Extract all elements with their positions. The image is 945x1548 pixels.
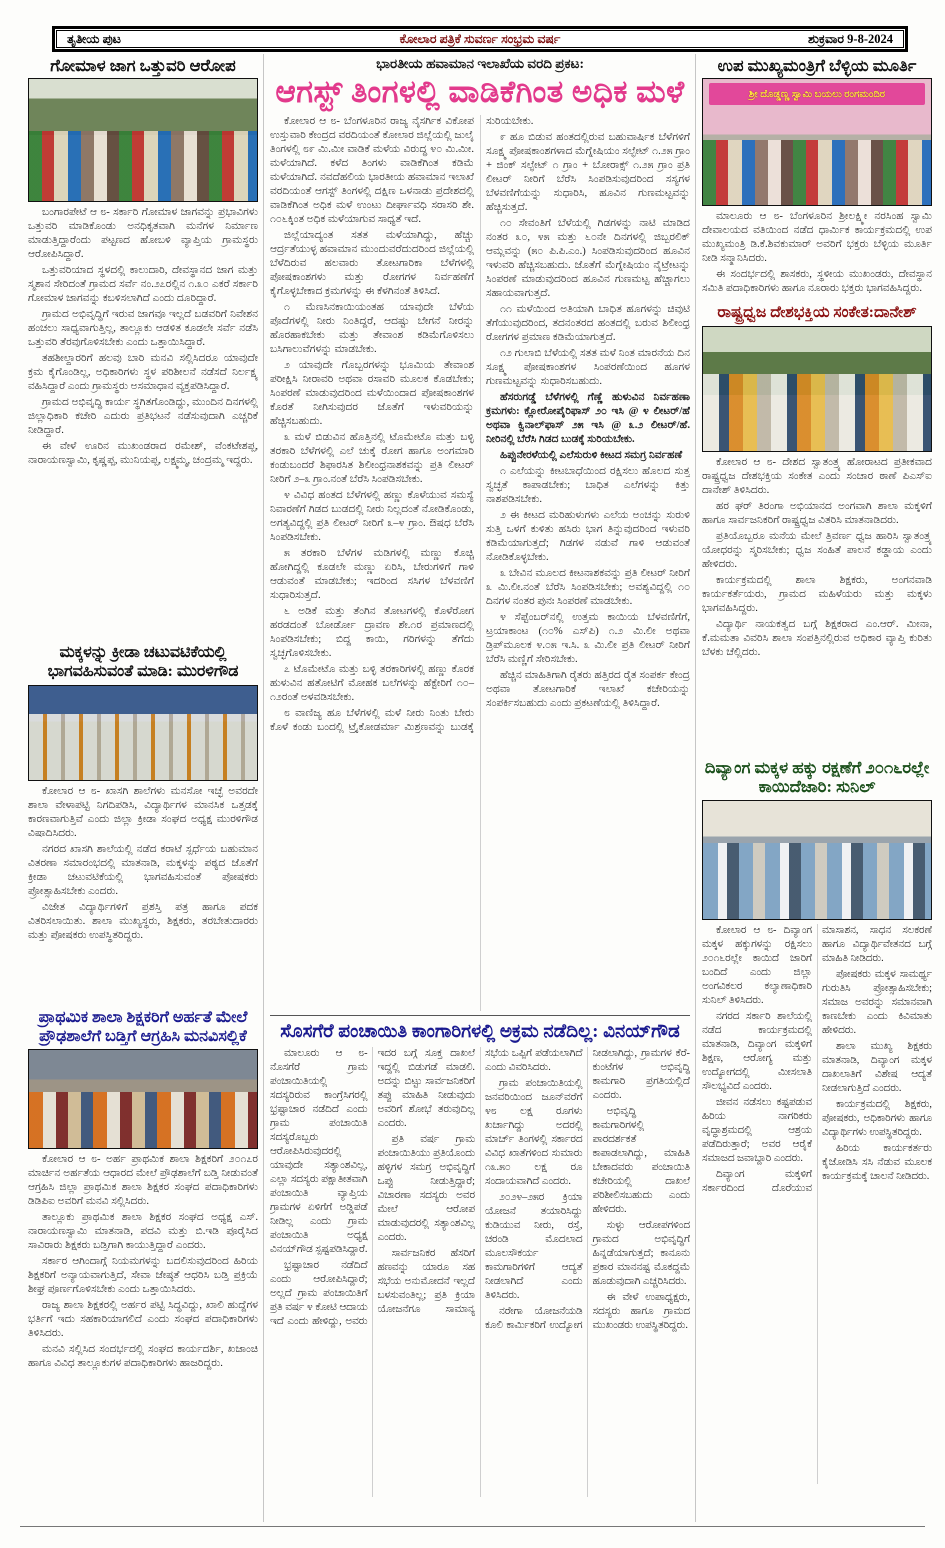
paragraph: ಕೋಲಾರ ಆ ೮- ಖಾಸಗಿ ಶಾಲೆಗಳು ಮನಸೋ ಇಚ್ಛೆ ಅವರದೇ ಶಾಲಾ ವೇಳಾಪಟ್ಟಿ ನಿಗದಿಪಡಿಸಿ, ವಿದ್ಯಾರ್ಥಿಗಳ ಮಾನಸಿಕ ಒತ್ತಡಕ್ಕೆ ಕಾರಣವಾಗುತ್ತಿವೆ ಎಂದು ಜಿಲ್ಲಾ ಕ್ರೀಡಾ ಸಂಘದ ಅಧ್ಯಕ್ಷ ಮುರಳಿಗೌಡ ವಿಷಾದಿಸಿದರು. (28, 785, 258, 839)
paragraph: ಈ ವೇಳೆ ಊರಿನ ಮುಖಂಡರಾದ ರಮೇಶ್, ವೆಂಕಟೇಶಪ್ಪ, ನಾರಾಯಣಸ್ವಾಮಿ, ಕೃಷ್ಣಪ್ಪ, ಮುನಿಯಪ್ಪ, ಲಕ್ಷ್ಮಮ್ಮ, ಚಂದ್ರಮ್ಮ ಇದ್ದರು. (28, 441, 258, 467)
headline-teachers-promotion: ಪ್ರಾಥಮಿಕ ಶಾಲಾ ಶಿಕ್ಷಕರಿಗೆ ಅರ್ಹತೆ ಮೇಲೆ ಪ್ರೌಢಶಾಲೆಗೆ ಬಡ್ತಿಗೆ ಆಗ್ರಹಿಸಿ ಮನವಿಸಲ್ಲಿಕೆ (38, 1008, 248, 1045)
paragraph: ೮ ವಾಣಿಜ್ಯ ಹೂ ಬೆಳೆಗಳಲ್ಲಿ ಮಳೆ ನೀರು ನಿಂತು ಬೇರು ಕೊಳೆ ಕಂಡು ಬಂದಲ್ಲಿ ಟ್ರೈಕೋಡರ್ಮಾ ಮಿಶ್ರಣವನ್ನು ಬುಡಕ್ಕೆ ಸುರಿಯಬೇಕು. (270, 115, 534, 733)
paragraph: ರಾಜ್ಯ ಶಾಲಾ ಶಿಕ್ಷಕರಲ್ಲಿ ಅರ್ಹರ ಪಟ್ಟಿ ಸಿದ್ಧವಿದ್ದು, ಖಾಲಿ ಹುದ್ದೆಗಳ ಭರ್ತಿಗೆ ಇದು ಸಹಕಾರಿಯಾಗಲಿದೆ ಎಂದು ಸಂಘದ ಪದಾಧಿಕಾರಿಗಳು ತಿಳಿಸಿದರು. (28, 1300, 258, 1340)
paragraph: ಪ್ರತಿಯೊಬ್ಬರೂ ಮನೆಯ ಮೇಲೆ ತ್ರಿವರ್ಣ ಧ್ವಜ ಹಾರಿಸಿ ಸ್ವಾತಂತ್ರ್ಯ ಯೋಧರನ್ನು ಸ್ಮರಿಸಬೇಕು; ಧ್ವಜ ಸಂಹಿತೆ ಪಾಲನೆ ಕಡ್ಡಾಯ ಎಂದು ಹೇಳಿದರು. (702, 530, 932, 570)
masthead-date: ಶುಕ್ರವಾರ 9-8-2024 (808, 31, 893, 46)
paragraph: ಕೋಲಾರ ಆ ೮- ದಿವ್ಯಾಂಗ ಮಕ್ಕಳ ಹಕ್ಕುಗಳನ್ನು ರಕ್ಷಿಸಲು ೨೦೧೬ರಲ್ಲೇ ಕಾಯಿದೆ ಜಾರಿಗೆ ಬಂದಿದೆ ಎಂದು ಜಿಲ್ಲಾ ಅಂಗವಿಕಲರ ಕಲ್ಯಾಣಾಧಿಕಾರಿ ಸುನಿಲ್ ತಿಳಿಸಿದರು. (702, 924, 812, 1006)
article-body-flag (702, 456, 932, 756)
headline-panchayat-vinaygowda: ಸೊಸಗೆರೆ ಪಂಚಾಯಿತಿ ಕಾಂಗಾರಿಗಳಲ್ಲಿ ಅಕ್ರಮ ನಡೆದಿಲ್ಲ: ವಿನಯ್‌ಗೌಡ (280, 1021, 680, 1042)
paragraph: ಹೆಚ್ಚಿನ ಮಾಹಿತಿಗಾಗಿ ರೈತರು ಹತ್ತಿರದ ರೈತ ಸಂಪರ್ಕ ಕೇಂದ್ರ ಅಥವಾ ತೋಟಗಾರಿಕೆ ಇಲಾಖೆ ಕಚೇರಿಯನ್ನು ಸಂಪರ್ಕಿಸಬಹುದು ಎಂದು ಪ್ರಕಟಣೆಯಲ್ಲಿ ತಿಳಿಸಿದ್ದಾರೆ. (486, 669, 690, 709)
center-column (270, 54, 690, 1497)
section-divider (270, 1015, 690, 1016)
paragraph: ಅಭಿವೃದ್ಧಿ ಕಾಮಗಾರಿಗಳಲ್ಲಿ ಪಾರದರ್ಶಕತೆ ಕಾಪಾಡಲಾಗಿದ್ದು, ಮಾಹಿತಿ ಬೇಕಾದವರು ಪಂಚಾಯಿತಿ ಕಚೇರಿಯಲ್ಲಿ ದಾಖಲೆ ಪರಿಶೀಲಿಸಬಹುದು ಎಂದು ಹೇಳಿದರು. (592, 1105, 690, 1215)
paragraph: ಮನವಿ ಸಲ್ಲಿಸಿದ ಸಂದರ್ಭದಲ್ಲಿ ಸಂಘದ ಕಾರ್ಯದರ್ಶಿ, ಖಜಾಂಚಿ ಹಾಗೂ ವಿವಿಧ ತಾಲ್ಲೂಕುಗಳ ಪದಾಧಿಕಾರಿಗಳು ಹಾಜರಿದ್ದರು. (28, 1344, 258, 1370)
paragraph: ಸುಳ್ಳು ಆರೋಪಗಳಿಂದ ಗ್ರಾಮದ ಅಭಿವೃದ್ಧಿಗೆ ಹಿನ್ನಡೆಯಾಗುತ್ತದೆ; ಕಾನೂನು ಪ್ರಕಾರ ಮಾನನಷ್ಟ ಮೊಕದ್ದಮೆ ಹೂಡುವುದಾಗಿ ಎಚ್ಚರಿಸಿದರು. (592, 1219, 690, 1287)
article-body-teachers (28, 1153, 258, 1497)
article-body-gomala (28, 206, 258, 642)
paragraph: ಈ ವೇಳೆ ಉಪಾಧ್ಯಕ್ಷರು, ಸದಸ್ಯರು ಹಾಗೂ ಗ್ರಾಮದ ಮುಖಂಡರು ಉಪಸ್ಥಿತರಿದ್ದರು. (592, 1291, 690, 1331)
paragraph: ೨೦೨೪–೨೫ರ ಕ್ರಿಯಾ ಯೋಜನೆ ತಯಾರಿಸಿದ್ದು ಕುಡಿಯುವ ನೀರು, ರಸ್ತೆ, ಚರಂಡಿ ಮೊದಲಾದ ಮೂಲಸೌಕರ್ಯ ಕಾಮಗಾರಿಗಳಿಗೆ ಆದ್ಯತೆ ನೀಡಲಾಗಿದೆ ಎಂದು ತಿಳಿಸಿದರು. (485, 1191, 583, 1301)
paragraph: ಕಾರ್ಯಕ್ರಮದಲ್ಲಿ ಶಾಲಾ ಶಿಕ್ಷಕರು, ಅಂಗನವಾಡಿ ಕಾರ್ಯಕರ್ತೆಯರು, ಗ್ರಾಮದ ಮಹಿಳೆಯರು ಮತ್ತು ಮಕ್ಕಳು ಭಾಗವಹಿಸಿದ್ದರು. (702, 574, 932, 614)
photo-people-row (703, 140, 931, 206)
headline-sports-muraligowda: ಮಕ್ಕಳನ್ನು ಕ್ರೀಡಾ ಚಟುವಟಿಕೆಯಲ್ಲಿ ಭಾಗವಹಿಸುವಂತೆ ಮಾಡಿ: ಮುರಳಿಗೌಡ (47, 644, 239, 681)
photo-banner-text: ಶ್ರೀ ದೊಡ್ಡಣ್ಣ ಸ್ವಾಮಿ ಬಯಲು ರಂಗಮಂದಿರ (709, 83, 925, 105)
paragraph: ಹರ ಘರ್ ತಿರಂಗಾ ಅಭಿಯಾನದ ಅಂಗವಾಗಿ ಶಾಲಾ ಮಕ್ಕಳಿಗೆ ಹಾಗೂ ಸಾರ್ವಜನಿಕರಿಗೆ ರಾಷ್ಟ್ರಧ್ವಜ ವಿತರಿಸಿ ಮಾತನಾಡಿದರು. (702, 500, 932, 526)
paragraph: ಮಾಲೂರು ಆ ೮- ಬೆಂಗಳೂರಿನ ಶ್ರೀಲಕ್ಷ್ಮೀ ನರಸಿಂಹ ಸ್ವಾಮಿ ದೇವಾಲಯದ ವತಿಯಿಂದ ನಡೆದ ಧಾರ್ಮಿಕ ಕಾರ್ಯಕ್ರಮದಲ್ಲಿ ಉಪ ಮುಖ್ಯಮಂತ್ರಿ ಡಿ.ಕೆ.ಶಿವಕುಮಾರ್ ಅವರಿಗೆ ಭಕ್ತರು ಬೆಳ್ಳಿಯ ಮೂರ್ತಿ ನೀಡಿ ಸನ್ಮಾನಿಸಿದರು. (702, 211, 932, 265)
paragraph: ನಗರದ ಖಾಸಗಿ ಶಾಲೆಯಲ್ಲಿ ನಡೆದ ಕರಾಟೆ ಸ್ಪರ್ಧೆಯ ಬಹುಮಾನ ವಿತರಣಾ ಸಮಾರಂಭದಲ್ಲಿ ಮಾತನಾಡಿ, ಮಕ್ಕಳನ್ನು ಪಠ್ಯದ ಜೊತೆಗೆ ಕ್ರೀಡಾ ಚಟುವಟಿಕೆಯಲ್ಲಿ ಭಾಗವಹಿಸುವಂತೆ ಪೋಷಕರು ಪ್ರೋತ್ಸಾಹಿಸಬೇಕು ಎಂದರು. (28, 843, 258, 897)
photo-people-row (29, 1092, 257, 1149)
paragraph: ವಿಜೇತ ವಿದ್ಯಾರ್ಥಿಗಳಿಗೆ ಪ್ರಶಸ್ತಿ ಪತ್ರ ಹಾಗೂ ಪದಕ ವಿತರಿಸಲಾಯಿತು. ಶಾಲಾ ಮುಖ್ಯಸ್ಥರು, ಶಿಕ್ಷಕರು, ತರಬೇತುದಾರರು ಮತ್ತು ಪೋಷಕರು ಉಪಸ್ಥಿತರಿದ್ದರು. (28, 901, 258, 941)
paragraph: ಸರ್ಕಾರ ಆಗಿಂದಾಗ್ಗೆ ನಿಯಮಗಳನ್ನು ಬದಲಿಸುವುದರಿಂದ ಹಿರಿಯ ಶಿಕ್ಷಕರಿಗೆ ಅನ್ಯಾಯವಾಗುತ್ತಿದೆ, ಸೇವಾ ಜೇಷ್ಠತೆ ಆಧರಿಸಿ ಬಡ್ತಿ ಪ್ರಕ್ರಿಯೆ ಶೀಘ್ರ ಪೂರ್ಣಗೊಳಿಸಬೇಕು ಎಂದು ಒತ್ತಾಯಿಸಿದರು. (28, 1256, 258, 1296)
paragraph: ದಿವ್ಯಾಂಗ ಮಕ್ಕಳಿಗೆ ಸರ್ಕಾರದಿಂದ ದೊರೆಯುವ ಮಾಸಾಶನ, ಸಾಧನ ಸಲಕರಣೆ ಹಾಗೂ ವಿದ್ಯಾರ್ಥಿವೇತನದ ಬಗ್ಗೆ ಮಾಹಿತಿ ನೀಡಿದರು. (702, 924, 932, 1194)
paragraph: ಒತ್ತುವರಿಯಾದ ಸ್ಥಳದಲ್ಲಿ ಕಾಲುದಾರಿ, ದೇವಸ್ಥಾನದ ಜಾಗ ಮತ್ತು ಸ್ಮಶಾನ ಸೇರಿದಂತೆ ಗ್ರಾಮದ ಸರ್ವೆ ನಂ.೨೭ರಲ್ಲಿನ ೧.೩೦ ಎಕರೆ ಸರ್ಕಾರಿ ಗೋಮಾಳ ಜಾಗವನ್ನು ಕಬಳಿಸಲಾಗಿದೆ ಎಂದು ದೂರಿದ್ದಾರೆ. (28, 265, 258, 305)
paragraph: ಈ ಸಂದರ್ಭದಲ್ಲಿ ಶಾಸಕರು, ಸ್ಥಳೀಯ ಮುಖಂಡರು, ದೇವಸ್ಥಾನ ಸಮಿತಿ ಪದಾಧಿಕಾರಿಗಳು ಹಾಗೂ ನೂರಾರು ಭಕ್ತರು ಭಾಗವಹಿಸಿದ್ದರು. (702, 269, 932, 295)
masthead (52, 26, 908, 52)
paragraph: ೪ ಸೆಪ್ಟೆಂಬರ್‌ನಲ್ಲಿ ಉತ್ತಮ ಕಾಯಿಯ ಬೆಳವಣಿಗೆಗೆ, ಟ್ರಯಾಕಾಂಟ (೧೦% ಎಸ್‌ಪಿ) ೧.೨ ಮಿ.ಲೀ ಅಥವಾ ಡ್ರಿಪ್‌ಮೂಲಕ ೪.೦೫ ಇ.ಸಿ. ೩ ಮಿ.ಲೀ ಪ್ರತಿ ಲೀಟರ್ ನೀರಿಗೆ ಬೆರೆಸಿ ಮಣ್ಣಿಗೆ ಸೇರಿಸಬೇಕು. (486, 611, 690, 665)
paragraph: ತಾಲ್ಲೂಕು ಪ್ರಾಥಮಿಕ ಶಾಲಾ ಶಿಕ್ಷಕರ ಸಂಘದ ಅಧ್ಯಕ್ಷ ಎಸ್. ನಾರಾಯಣಸ್ವಾಮಿ ಮಾತನಾಡಿ, ಪದವಿ ಮತ್ತು ಬಿ.ಇಡಿ ಪೂರೈಸಿದ ಸಾವಿರಾರು ಶಿಕ್ಷಕರು ಬಡ್ತಿಗಾಗಿ ಕಾಯುತ್ತಿದ್ದಾರೆ ಎಂದರು. (28, 1212, 258, 1252)
paragraph: ಶಾಲಾ ಮುಖ್ಯ ಶಿಕ್ಷಕರು ಮಾತನಾಡಿ, ದಿವ್ಯಾಂಗ ಮಕ್ಕಳ ದಾಖಲಾತಿಗೆ ವಿಶೇಷ ಆದ್ಯತೆ ನೀಡಲಾಗುತ್ತಿದೆ ಎಂದರು. (822, 1040, 932, 1094)
paragraph: ೧ ಎಲೆಯನ್ನು ಕೀಟಬಾಧೆಯಿಂದ ರಕ್ಷಿಸಲು ಹೊಲದ ಸುತ್ತ ಸ್ವಚ್ಛತೆ ಕಾಪಾಡಬೇಕು; ಬಾಧಿತ ಎಲೆಗಳನ್ನು ಕಿತ್ತು ನಾಶಪಡಿಸಬೇಕು. (486, 465, 690, 505)
paragraph: ಹೆಸರುಗಡ್ಡೆ ಬೆಳೆಗಳಲ್ಲಿ ಗೆಣ್ಣೆ ಹುಳುವಿನ ನಿರ್ವಹಣಾ ಕ್ರಮಗಳು: ಕ್ಲೋರೋಪೈರಿಫಾಸ್ ೨೦ ಇಸಿ @ ೪ ಲೀಟರ್/ಹೆ ಅಥವಾ ಕ್ವಿನಾಲ್‌ಫಾಸ್ ೨೫ ಇಸಿ @ ೩.೨ ಲೀಟರ್/ಹೆ. ನೀರಿನಲ್ಲಿ ಬೆರೆಸಿ ಗಿಡದ ಬುಡಕ್ಕೆ ಸುರಿಯಬೇಕು. (486, 391, 690, 445)
article-body-panchayat (270, 1047, 690, 1497)
paragraph: ಜಿಲ್ಲೆಯಾದ್ಯಂತ ಸತತ ಮಳೆಯಾಗಿದ್ದು, ಹೆಚ್ಚು ಆರ್ದ್ರತೆಯುಳ್ಳ ಹವಾಮಾನ ಮುಂದುವರೆದುದರಿಂದ ಜಿಲ್ಲೆಯಲ್ಲಿ ಬೆಳೆದಿರುವ ಹಲವಾರು ತೋಟಗಾರಿಕಾ ಬೆಳೆಗಳಲ್ಲಿ ಪೋಷಕಾಂಶಗಳು ಮತ್ತು ರೋಗಗಳ ನಿರ್ವಹಣೆಗೆ ಕೈಗೊಳ್ಳಬೇಕಾದ ಕ್ರಮಗಳನ್ನು ಈ ಕೆಳಗಿನಂತೆ ತಿಳಿಸಿದೆ. (270, 229, 474, 297)
masthead-inner (56, 30, 904, 48)
paragraph: ಹಿರಿಯ ಕಾರ್ಯಕರ್ತರು ಕೈಜೋಡಿಸಿ ಸಸಿ ನೆಡುವ ಮೂಲಕ ಕಾರ್ಯಕ್ರಮಕ್ಕೆ ಚಾಲನೆ ನೀಡಿದರು. (822, 1142, 932, 1182)
paragraph: ೩ ಬೇವಿನ ಮೂಲದ ಕೀಟನಾಶಕವನ್ನು ಪ್ರತಿ ಲೀಟರ್ ನೀರಿಗೆ ೩ ಮಿ.ಲೀ.ನಂತೆ ಬೆರೆಸಿ ಸಿಂಪಡಿಸಬೇಕು; ಅವಶ್ಯವಿದ್ದಲ್ಲಿ ೧೦ ದಿನಗಳ ನಂತರ ಪುನಃ ಸಿಂಪರಣೆ ಮಾಡಬೇಕು. (486, 567, 690, 607)
right-column (702, 54, 932, 1484)
article-body-dcm (702, 210, 932, 302)
paragraph: ಕೋಲಾರ ಆ ೮- ಬೆಂಗಳೂರಿನ ರಾಜ್ಯ ನೈಸರ್ಗಿಕ ವಿಕೋಪ ಉಸ್ತುವಾರಿ ಕೇಂದ್ರದ ವರದಿಯಂತೆ ಕೋಲಾರ ಜಿಲ್ಲೆಯಲ್ಲಿ ಜುಲೈ ತಿಂಗಳಲ್ಲಿ ೮೯ ಮಿ.ಮೀ ವಾಡಿಕೆ ಮಳೆಯ ವಿರುದ್ಧ ೪೦ ಮಿ.ಮೀ. ಮಳೆಯಾಗಿದೆ. ಕಳೆದ ತಿಂಗಳು ವಾಡಿಕೆಗಿಂತ ಕಡಿಮೆ ಮಳೆಯಾಗಿದೆ. ನವದೆಹಲಿಯ ಭಾರತೀಯ ಹವಾಮಾನ ಇಲಾಖೆ ವರದಿಯಂತೆ ಆಗಸ್ಟ್ ತಿಂಗಳಲ್ಲಿ ದಕ್ಷಿಣ ಒಳನಾಡು ಪ್ರದೇಶದಲ್ಲಿ ವಾಡಿಕೆಗಿಂತ ಅಧಿಕ ಮಳೆ ಉಂಟು ದೀರ್ಘಾವಧಿ ಸರಾಸರಿ ಶೇ. ೧೦೬ಕ್ಕಿಂತ ಅಧಿಕ ಮಳೆಯಾಗುವ ಸಾಧ್ಯತೆ ಇದೆ. (270, 115, 474, 225)
paragraph: ಭ್ರಷ್ಟಾಚಾರ ನಡೆದಿದೆ ಎಂದು ಆರೋಪಿಸಿದ್ದಾರೆ; ಅಲ್ಲದೆ ಗ್ರಾಮ ಪಂಚಾಯಿತಿಗೆ ಪ್ರತಿ ವರ್ಷ ೪ ಕೋಟಿ ಆದಾಯ ಇದೆ ಎಂದು ಹೇಳಿದ್ದು, ಅವರು ಇದರ ಬಗ್ಗೆ ಸೂಕ್ತ ದಾಖಲೆ ಇದ್ದಲ್ಲಿ ಬಿಡುಗಡೆ ಮಾಡಲಿ. ಅದನ್ನು ಬಿಟ್ಟು ಸಾರ್ವಜನಿಕರಿಗೆ ತಪ್ಪು ಮಾಹಿತಿ ನೀಡುವುದು ಅವರಿಗೆ ಶೋಭೆ ತರುವುದಿಲ್ಲ ಎಂದರು. (270, 1047, 475, 1327)
paragraph: ೨ ಯಾವುದೇ ಗೊಬ್ಬರಗಳನ್ನು ಭೂಮಿಯ ತೇವಾಂಶ ಪರೀಕ್ಷಿಸಿ ನೀರಾವರಿ ಅಥವಾ ರಸಾವರಿ ಮೂಲಕ ಕೊಡಬೇಕು; ಸಿಂಪರಣೆ ಮಾಡುವುದರಿಂದ ಮಳೆಯಿಂದಾದ ಪೋಷಕಾಂಶಗಳ ಕೊರತೆ ನೀಗಿಸುವುದರ ಜೊತೆಗೆ ಇಳುವರಿಯನ್ನು ಹೆಚ್ಚಿಸಬಹುದು. (270, 359, 474, 427)
column-divider-right (695, 54, 696, 1522)
paragraph: ಕೋಲಾರ ಆ ೮- ಅರ್ಹ ಪ್ರಾಥಮಿಕ ಶಾಲಾ ಶಿಕ್ಷಕರಿಗೆ ೨೦೧೭ರ ಮಾರ್ಚಿನ ಅರ್ಹತೆಯ ಆಧಾರದ ಮೇಲೆ ಪ್ರೌಢಶಾಲೆಗೆ ಬಡ್ತಿ ನೀಡುವಂತೆ ಆಗ್ರಹಿಸಿ ಜಿಲ್ಲಾ ಪ್ರಾಥಮಿಕ ಶಾಲಾ ಶಿಕ್ಷಕರ ಸಂಘದ ಪದಾಧಿಕಾರಿಗಳು ಡಿಡಿಪಿಐ ಅವರಿಗೆ ಮನವಿ ಸಲ್ಲಿಸಿದರು. (28, 1154, 258, 1208)
paragraph: ೯ ಹೂ ಬಿಡುವ ಹಂತದಲ್ಲಿರುವ ಬಹುವಾರ್ಷಿಕ ಬೆಳೆಗಳಿಗೆ ಸೂಕ್ಷ್ಮ ಪೋಷಕಾಂಶಗಳಾದ ಮೆಗ್ನೇಷಿಯಂ ಸಲ್ಫೇಟ್ ೧.೨೫ ಗ್ರಾಂ + ಜಿಂಕ್ ಸಲ್ಫೇಟ್ ೧ ಗ್ರಾಂ + ಬೋರಾಕ್ಸ್ ೧.೨೫ ಗ್ರಾಂ ಪ್ರತಿ ಲೀಟರ್ ನೀರಿಗೆ ಬೆರೆಸಿ ಸಿಂಪಡಿಸುವುದರಿಂದ ಸಸ್ಯಗಳ ಬೆಳವಣಿಗೆಯನ್ನು ಸುಧಾರಿಸಿ, ಹೂವಿನ ಗುಣಮಟ್ಟವನ್ನು ಹೆಚ್ಚಿಸುತ್ತದೆ. (486, 131, 690, 213)
photo-teachers-memorandum (28, 1049, 258, 1149)
article-body-weather (270, 115, 690, 1011)
photo-dcm-felicitation (702, 78, 932, 206)
paragraph: ೧ ಮೆಣಸಿನಕಾಯಿಯಂತಹ ಯಾವುದೇ ಬೆಳೆಯ ಪೊದೆಗಳಲ್ಲಿ ನೀರು ನಿಂತಿದ್ದರೆ, ಆದಷ್ಟು ಬೇಗನೆ ನೀರನ್ನು ಹೊರಹಾಕಬೇಕು ಮತ್ತು ತೇವಾಂಶ ಕಡಿಮೆಗೊಳಿಸಲು ಬಸಿಗಾಲುವೆಗಳನ್ನು ಮಾಡಬೇಕು. (270, 301, 474, 355)
page-bottom-rule (20, 1526, 925, 1527)
paragraph: ತಹಶೀಲ್ದಾರರಿಗೆ ಹಲವು ಬಾರಿ ಮನವಿ ಸಲ್ಲಿಸಿದರೂ ಯಾವುದೇ ಕ್ರಮ ಕೈಗೊಂಡಿಲ್ಲ, ಅಧಿಕಾರಿಗಳು ಸ್ಥಳ ಪರಿಶೀಲನೆ ನಡೆಸದೆ ನಿರ್ಲಕ್ಷ್ಯ ವಹಿಸಿದ್ದಾರೆ ಎಂದು ಗ್ರಾಮಸ್ಥರು ಅಸಮಾಧಾನ ವ್ಯಕ್ತಪಡಿಸಿದ್ದಾರೆ. (28, 353, 258, 393)
article-body-sports (28, 785, 258, 1007)
headline-august-rainfall: ಆಗಸ್ಟ್ ತಿಂಗಳಲ್ಲಿ ವಾಡಿಕೆಗಿಂತ ಅಧಿಕ ಮಳೆ (275, 74, 685, 109)
masthead-title: ಕೋಲಾರ ಪತ್ರಿಕೆ ಸುವರ್ಣ ಸಂಭ್ರಮ ವರ್ಷ (399, 31, 561, 46)
paragraph: ಗ್ರಾಮದ ಅಭಿವೃದ್ಧಿಗೆ ಇರುವ ಜಾಗವೂ ಇಲ್ಲದೆ ಬಡವರಿಗೆ ನಿವೇಶನ ಹಂಚಲು ಸಾಧ್ಯವಾಗುತ್ತಿಲ್ಲ, ತಾಲ್ಲೂಕು ಆಡಳಿತ ಕೂಡಲೇ ಸರ್ವೆ ನಡೆಸಿ ಒತ್ತುವರಿ ತೆರವುಗೊಳಿಸಬೇಕು ಎಂದು ಒತ್ತಾಯಿಸಿದ್ದಾರೆ. (28, 309, 258, 349)
article-body-divyang (702, 924, 932, 1484)
paragraph: ನಗರದ ಸರ್ಕಾರಿ ಶಾಲೆಯಲ್ಲಿ ನಡೆದ ಕಾರ್ಯಕ್ರಮದಲ್ಲಿ ಮಾತನಾಡಿ, ದಿವ್ಯಾಂಗ ಮಕ್ಕಳಿಗೆ ಶಿಕ್ಷಣ, ಆರೋಗ್ಯ ಮತ್ತು ಉದ್ಯೋಗದಲ್ಲಿ ಮೀಸಲಾತಿ ಸೌಲಭ್ಯವಿದೆ ಎಂದರು. (702, 1010, 812, 1092)
photo-people-row (703, 843, 931, 919)
photo-people-row (703, 374, 931, 451)
paragraph: ಜೀವನ ನಡೆಸಲು ಕಷ್ಟಪಡುವ ಹಿರಿಯ ನಾಗರಿಕರು ವೃದ್ಧಾಶ್ರಮದಲ್ಲಿ ಆಶ್ರಯ ಪಡೆದಿರುತ್ತಾರೆ; ಅವರ ಆರೈಕೆ ಸಮಾಜದ ಜವಾಬ್ದಾರಿ ಎಂದರು. (702, 1096, 812, 1164)
paragraph: ೭ ಟೊಮೇಟೊ ಮತ್ತು ಬಳ್ಳಿ ತರಕಾರಿಗಳಲ್ಲಿ ಹಣ್ಣು ಕೊರಕ ಹುಳುವಿನ ಹತೋಟಿಗೆ ಮೋಹಕ ಬಲೆಗಳನ್ನು ಹೆಕ್ಟೇರಿಗೆ ೧೦–೧೨ರಂತೆ ಅಳವಡಿಸಬೇಕು. (270, 663, 474, 703)
photo-karate-awards (28, 685, 258, 781)
paragraph: ೫ ತರಕಾರಿ ಬೆಳೆಗಳ ಮಡಿಗಳಲ್ಲಿ ಮಣ್ಣು ಕೊಚ್ಚಿ ಹೋಗಿದ್ದಲ್ಲಿ ಕೂಡಲೇ ಮಣ್ಣು ಏರಿಸಿ, ಬೇರುಗಳಿಗೆ ಗಾಳಿ ಆಡುವಂತೆ ಮಾಡಬೇಕು; ಇದರಿಂದ ಸಸಿಗಳ ಬೆಳವಣಿಗೆ ಸುಧಾರಿಸುತ್ತದೆ. (270, 547, 474, 601)
paragraph: ಪೋಷಕರು ಮಕ್ಕಳ ಸಾಮರ್ಥ್ಯ ಗುರುತಿಸಿ ಪ್ರೋತ್ಸಾಹಿಸಬೇಕು; ಸಮಾಜ ಅವರನ್ನು ಸಮಾನವಾಗಿ ಕಾಣಬೇಕು ಎಂದು ಕಿವಿಮಾತು ಹೇಳಿದರು. (822, 968, 932, 1036)
paragraph: ೧೦ ಸೇವಂತಿಗೆ ಬೆಳೆಯಲ್ಲಿ ಗಿಡಗಳನ್ನು ನಾಟಿ ಮಾಡಿದ ನಂತರ ೩೦, ೪೫ ಮತ್ತು ೬೦ನೇ ದಿನಗಳಲ್ಲಿ ಜಿಬ್ಬರಲಿಕ್ ಆಮ್ಲವನ್ನು (೫೦ ಪಿ.ಪಿ.ಎಂ.) ಸಿಂಪಡಿಸುವುದರಿಂದ ಹೂವಿನ ಇಳುವರಿ ಹೆಚ್ಚಿಸಬಹುದು. ಜೊತೆಗೆ ಮೆಗ್ನೇಷಿಯಂ ನೈಟ್ರೇಟನ್ನು ಸಿಂಪರಣೆ ಮಾಡುವುದರಿಂದ ಹೂವಿನ ಗುಣಮಟ್ಟ ಹೆಚ್ಚಾಗಲು ಸಹಾಯವಾಗುತ್ತದೆ. (486, 217, 690, 299)
paragraph: ಗ್ರಾಮದ ಅಭಿವೃದ್ಧಿ ಕಾರ್ಯ ಸ್ಥಗಿತಗೊಂಡಿದ್ದು, ಮುಂದಿನ ದಿನಗಳಲ್ಲಿ ಜಿಲ್ಲಾಧಿಕಾರಿ ಕಚೇರಿ ಎದುರು ಪ್ರತಿಭಟನೆ ನಡೆಸುವುದಾಗಿ ಎಚ್ಚರಿಕೆ ನೀಡಿದ್ದಾರೆ. (28, 397, 258, 437)
masthead-page-label: ತೃತೀಯ ಪುಟ (67, 31, 121, 46)
photo-people-row (29, 714, 257, 780)
paragraph: ವಿದ್ಯಾರ್ಥಿ ನಾಯಕತ್ವದ ಬಗ್ಗೆ ಶಿಕ್ಷಕರಾದ ಎಂ.ಆರ್. ಮೀನಾ, ಕೆ.ಮಮತಾ ವಿವರಿಸಿ ಶಾಲಾ ಸಂಪತ್ತಿನಲ್ಲಿರುವ ಅಧಿಕಾರ ವ್ಯಾಪ್ತಿ ಕುರಿತು ಬೆಳಕು ಚೆಲ್ಲಿದರು. (702, 618, 932, 658)
photo-divyang-programme (702, 800, 932, 920)
headline-dcm-silver-idol: ಉಪ ಮುಖ್ಯಮಂತ್ರಿಗೆ ಬೆಳ್ಳಿಯ ಮೂರ್ತಿ (717, 56, 917, 75)
paragraph: ೧೨ ಗುಲಾಬಿ ಬೆಳೆಯಲ್ಲಿ ಸತತ ಮಳೆ ನಿಂತ ಮಾರನೆಯ ದಿನ ಸೂಕ್ಷ್ಮ ಪೋಷಕಾಂಶಗಳ ಸಿಂಪರಣೆಯಿಂದ ಹೂಗಳ ಗುಣಮಟ್ಟವನ್ನು ಸುಧಾರಿಸಬಹುದು. (486, 347, 690, 387)
headline-flag-danesh: ರಾಷ್ಟ್ರಧ್ವಜ ದೇಶಭಕ್ತಿಯ ಸಂಕೇತ:ದಾನೇಶ್ (717, 304, 917, 322)
paragraph: ಗ್ರಾಮ ಪಂಚಾಯಿತಿಯಲ್ಲಿ ಜನವರಿಯಿಂದ ಜೂನ್‌ವರೆಗೆ ೪೮ ಲಕ್ಷ ರೂಗಳು ಖರ್ಚಾಗಿದ್ದು ಅದರಲ್ಲಿ ಮಾರ್ಚ್ ತಿಂಗಳಲ್ಲಿ ಸರ್ಕಾರದ ವಿವಿಧ ಖಾತೆಗಳಿಂದ ಸುಮಾರು ೧೩.೫೦ ಲಕ್ಷ ರೂ ಸಂದಾಯವಾಗಿದೆ ಎಂದರು. (485, 1077, 583, 1187)
paragraph: ಪ್ರತಿ ವರ್ಷ ಗ್ರಾಮ ಪಂಚಾಯಿತಿಯು ಪ್ರತಿಯೊಂದು ಹಳ್ಳಿಗಳ ಸಮಗ್ರ ಅಭಿವೃದ್ಧಿಗೆ ಒಪ್ಪು ನೀಡುತ್ತಿದ್ದಾರೆ; ವಿಚಾರಣಾ ಸದಸ್ಯರು ಅವರ ಮೇಲೆ ಆರೋಪ ಮಾಡುವುದರಲ್ಲಿ ಸತ್ಯಾಂಶವಿಲ್ಲ ಎಂದರು. (377, 1133, 475, 1243)
paragraph: ಮಾಲೂರು ಆ ೮- ನೊಸಗೆರೆ ಗ್ರಾಮ ಪಂಚಾಯಿತಿಯಲ್ಲಿ ಸದಸ್ಯರಿರುವ ಕಾಂಗ್ರೆಸಿಗರಲ್ಲಿ ಭ್ರಷ್ಟಾಚಾರ ನಡೆದಿದೆ ಎಂದು ಗ್ರಾಮ ಪಂಚಾಯಿತಿ ಸದಸ್ಯರೊಬ್ಬರು ಆರೋಪಿಸಿರುವುದರಲ್ಲಿ ಯಾವುದೇ ಸತ್ಯಾಂಶವಿಲ್ಲ, ಎಲ್ಲಾ ಸದಸ್ಯರು ಪಕ್ಷಾತೀತವಾಗಿ ಪಂಚಾಯಿತಿ ವ್ಯಾಪ್ತಿಯ ಗ್ರಾಮಗಳ ಏಳಿಗೆಗೆ ಅಡ್ಡಿಪಡೆ ನೀಡಿಲ್ಲ ಎಂದು ಗ್ರಾಮ ಪಂಚಾಯಿತಿ ಅಧ್ಯಕ್ಷ ವಿನಯ್‌ಗೌಡ ಸ್ಪಷ್ಟಪಡಿಸಿದ್ದಾರೆ. (270, 1047, 368, 1255)
photo-gomala-field (28, 78, 258, 202)
paragraph: ೬ ಅಡಿಕೆ ಮತ್ತು ತೆಂಗಿನ ತೋಟಗಳಲ್ಲಿ ಕೊಳೆರೋಗ ಹರಡದಂತೆ ಬೋರ್ಡೋ ದ್ರಾವಣ ಶೇ.೧ರ ಪ್ರಮಾಣದಲ್ಲಿ ಸಿಂಪಡಿಸಬೇಕು; ಬಿದ್ದ ಕಾಯಿ, ಗರಿಗಳನ್ನು ತೆಗೆದು ಸ್ವಚ್ಛಗೊಳಿಸಬೇಕು. (270, 605, 474, 659)
paragraph: ಸಾರ್ವಜನಿಕರ ಹೆಸರಿಗೆ ಹಣವನ್ನು ಯಾರೂ ಸಹ ಸಭೆಯ ಅನುಮೋದನೆ ಇಲ್ಲದೆ ಬಳಸುವಂತಿಲ್ಲ; ಪ್ರತಿ ಕ್ರಿಯಾ ಯೋಜನೆಗೂ ಸಾಮಾನ್ಯ ಸಭೆಯ ಒಪ್ಪಿಗೆ ಪಡೆಯಲಾಗಿದೆ ಎಂದು ವಿವರಿಸಿದರು. (377, 1047, 583, 1315)
paragraph: ಹಿಪ್ಪುನೇರಳೆಯಲ್ಲಿ ಎಲೆಸುರುಳಿ ಕೀಟದ ಸಮಗ್ರ ನಿರ್ವಹಣೆ (500, 449, 683, 461)
headline-gomala-encroachment: ಗೋಮಾಳ ಜಾಗ ಒತ್ತುವರಿ ಆರೋಪ (50, 56, 236, 75)
column-divider-left (263, 54, 264, 1522)
paragraph: ಕೋಲಾರ ಆ ೮- ದೇಶದ ಸ್ವಾತಂತ್ರ್ಯ ಹೋರಾಟದ ಪ್ರತೀಕವಾದ ರಾಷ್ಟ್ರಧ್ವಜ ದೇಶಭಕ್ತಿಯ ಸಂಕೇತ ಎಂದು ಸಂಚಾರ ಠಾಣೆ ಪಿಎಸ್‌ಐ ದಾನೇಶ್ ತಿಳಿಸಿದರು. (702, 456, 932, 496)
paragraph: ೪ ವಿವಿಧ ಹಂತದ ಬೆಳೆಗಳಲ್ಲಿ ಹಣ್ಣು ಕೊಳೆಯುವ ಸಮಸ್ಯೆ ನಿವಾರಣೆಗೆ ಗಿಡದ ಬುಡದಲ್ಲಿ ನೀರು ನಿಲ್ಲದಂತೆ ನೋಡಿಕೊಂಡು, ಅಗತ್ಯವಿದ್ದಲ್ಲಿ ಪ್ರತಿ ಲೀಟರ್ ನೀರಿಗೆ ೩–೪ ಗ್ರಾಂ. ಔಷಧ ಬೆರೆಸಿ ಸಿಂಪಡಿಸಬೇಕು. (270, 489, 474, 543)
photo-flag-distribution (702, 326, 932, 452)
paragraph: ೩ ಮಳೆ ಬಿಡುವಿನ ಹೊತ್ತಿನಲ್ಲಿ ಟೊಮೇಟೊ ಮತ್ತು ಬಳ್ಳಿ ತರಕಾರಿ ಬೆಳೆಗಳಲ್ಲಿ ಎಲೆ ಚುಕ್ಕೆ ರೋಗ ಹಾಗೂ ಅಂಗಮಾರಿ ಕಂಡುಬಂದರೆ ಶಿಫಾರಸಿತ ಶಿಲೀಂಧ್ರನಾಶಕವನ್ನು ಪ್ರತಿ ಲೀಟರ್ ನೀರಿಗೆ ೨–೩ ಗ್ರಾಂ.ನಂತೆ ಬೆರೆಸಿ ಸಿಂಪಡಿಸಬೇಕು. (270, 431, 474, 485)
paragraph: ನರೇಗಾ ಯೋಜನೆಯಡಿ ಕೂಲಿ ಕಾರ್ಮಿಕರಿಗೆ ಉದ್ಯೋಗ ನೀಡಲಾಗಿದ್ದು, ಗ್ರಾಮಗಳ ಕೆರೆ-ಕುಂಟೆಗಳ ಅಭಿವೃದ್ಧಿ ಕಾಮಗಾರಿ ಪ್ರಗತಿಯಲ್ಲಿದೆ ಎಂದರು. (485, 1047, 690, 1331)
paragraph: ಕಾರ್ಯಕ್ರಮದಲ್ಲಿ ಶಿಕ್ಷಕರು, ಪೋಷಕರು, ಅಧಿಕಾರಿಗಳು ಹಾಗೂ ವಿದ್ಯಾರ್ಥಿಗಳು ಉಪಸ್ಥಿತರಿದ್ದರು. (822, 1098, 932, 1138)
weather-kicker: ಭಾರತೀಯ ಹವಾಮಾನ ಇಲಾಖೆಯ ವರದಿ ಪ್ರಕಟ: (376, 56, 584, 71)
headline-divyang-act-sunil: ದಿವ್ಯಾಂಗ ಮಕ್ಕಳ ಹಕ್ಕು ರಕ್ಷಣೆಗೆ ೨೦೧೬ರಲ್ಲೇ ಕಾಯಿದೆಜಾರಿ: ಸುನಿಲ್ (704, 757, 930, 797)
paragraph: ೨ ಈ ಕೀಟದ ಮರಿಹುಳುಗಳು ಎಲೆಯ ಅಂಚನ್ನು ಸುರುಳಿ ಸುತ್ತಿ ಒಳಗೆ ಕುಳಿತು ಹಸಿರು ಭಾಗ ತಿನ್ನುವುದರಿಂದ ಇಳುವರಿ ಕಡಿಮೆಯಾಗುತ್ತದೆ; ಗಿಡಗಳ ನಡುವೆ ಗಾಳಿ ಆಡುವಂತೆ ನೋಡಿಕೊಳ್ಳಬೇಕು. (486, 509, 690, 563)
paragraph: ೧೧ ಮಳೆಯಿಂದ ಅತಿಯಾಗಿ ಬಾಧಿತ ಹೂಗಳನ್ನು ಚಿವುಟಿ ತೆಗೆಯುವುದರಿಂದ, ತದನಂತರದ ಹಂತದಲ್ಲಿ ಬರುವ ಶಿಲೀಂಧ್ರ ರೋಗಗಳ ಪ್ರಮಾಣ ಕಡಿಮೆಯಾಗುತ್ತದೆ. (486, 303, 690, 343)
left-column (28, 54, 258, 1497)
paragraph: ಬಂಗಾರಪೇಟೆ ಆ ೮- ಸರ್ಕಾರಿ ಗೋಮಾಳ ಜಾಗವನ್ನು ಪ್ರಭಾವಿಗಳು ಒತ್ತುವರಿ ಮಾಡಿಕೊಂಡು ಅನಧಿಕೃತವಾಗಿ ಮನೆಗಳ ನಿರ್ಮಾಣ ಮಾಡುತ್ತಿದ್ದಾರೆಂದು ಪಟ್ಟಣದ ಹೋಬಳಿ ವ್ಯಾಪ್ತಿಯ ಗ್ರಾಮಸ್ಥರು ಆರೋಪಿಸಿದ್ದಾರೆ. (28, 207, 258, 261)
photo-people-row (29, 131, 257, 202)
